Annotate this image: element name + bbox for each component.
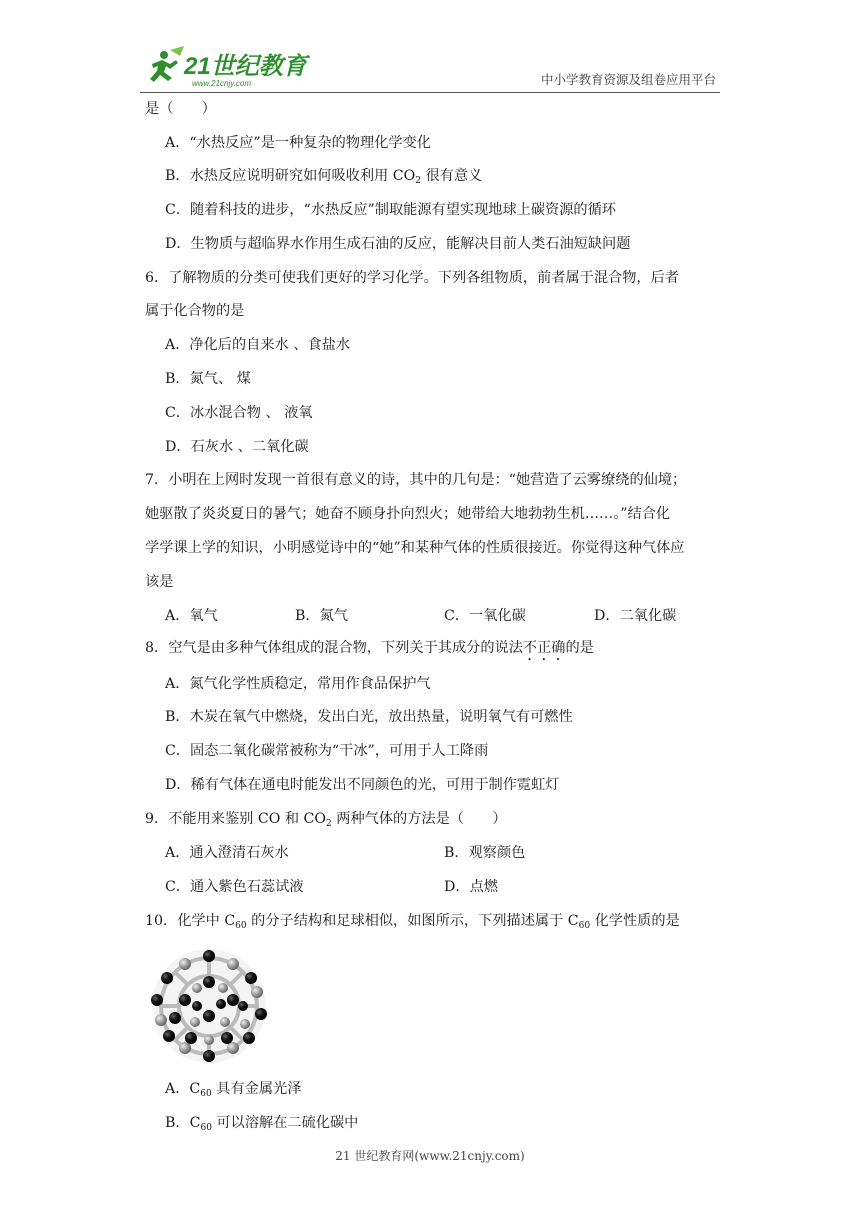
q7-stem-line1: 7．小明在上网时发现一首很有意义的诗，其中的几句是：“她营造了云雾缭绕的仙境； bbox=[145, 472, 687, 488]
q10-option-a: A．$C_{60}$ 具有金属光泽 bbox=[165, 1081, 302, 1099]
header-tagline: 中小学教育资源及组卷应用平台 bbox=[540, 72, 716, 87]
q5-option-a: A．“水热反应”是一种复杂的物理化学变化 bbox=[165, 135, 431, 151]
q6-option-a: A．净化后的自来水 、食盐水 bbox=[165, 337, 351, 353]
q6-option-b: B．氮气、 煤 bbox=[165, 371, 251, 387]
q6-stem-line2: 属于化合物的是 bbox=[145, 303, 245, 319]
q8-option-b: B．木炭在氧气中燃烧，发出白光，放出热量，说明氧气有可燃性 bbox=[165, 709, 573, 725]
c60-molecule-image bbox=[145, 944, 273, 1068]
q9-option-c: C．通入紫色石蕊试液 bbox=[165, 879, 304, 895]
page-footer: 21 世纪教育网(www.21cnjy.com) bbox=[335, 1149, 525, 1163]
q7-stem-line4: 该是 bbox=[145, 574, 174, 590]
q7-option-d: D．二氧化碳 bbox=[594, 608, 677, 624]
svg-text:www.21cnjy.com: www.21cnjy.com bbox=[192, 79, 251, 88]
q7-option-c: C．一氧化碳 bbox=[444, 608, 526, 624]
q6-option-d: D．石灰水 、二氧化碳 bbox=[165, 439, 309, 455]
q8-option-c: C．固态二氧化碳常被称为“干冰”，可用于人工降雨 bbox=[165, 743, 489, 759]
q7-stem-line2: 她驱散了炎炎夏日的暑气；她奋不顾身扑向烈火；她带给大地勃勃生机……。”结合化 bbox=[145, 506, 671, 522]
q9-stem: 9．不能用来鉴别 CO 和 $CO_2$ 两种气体的方法是（ ） bbox=[145, 811, 507, 829]
q9-option-d: D．点燃 bbox=[444, 879, 498, 895]
q5-stem-tail: 是（ ） bbox=[145, 101, 216, 117]
page-header bbox=[140, 42, 720, 93]
q10-stem: 10．化学中 $C_{60}$ 的分子结构和足球相似，如图所示，下列描述属于 $C_{60}$ 化学性质的是 bbox=[145, 913, 680, 931]
q8-emphasis: 不正确 bbox=[522, 640, 566, 656]
q7-option-b: B．氮气 bbox=[295, 608, 348, 624]
q6-option-c: C．冰水混合物 、 液氧 bbox=[165, 405, 313, 421]
q5-option-c: C．随着科技的进步，“水热反应”制取能源有望实现地球上碳资源的循环 bbox=[165, 202, 616, 218]
q7-option-a: A．氧气 bbox=[165, 608, 218, 624]
q10-option-b: B．$C_{60}$ 可以溶解在二硫化碳中 bbox=[165, 1115, 359, 1133]
q6-stem-line1: 6．了解物质的分类可使我们更好的学习化学。下列各组物质，前者属于混合物，后者 bbox=[145, 270, 679, 286]
svg-text:21世纪教育: 21世纪教育 bbox=[184, 53, 307, 80]
q7-stem-line3: 学学课上学的知识，小明感觉诗中的“她”和某种气体的性质很接近。你觉得这种气体应 bbox=[145, 540, 685, 556]
q9-option-b: B．观察颜色 bbox=[444, 845, 526, 861]
site-logo bbox=[140, 42, 310, 90]
q8-option-a: A．氮气化学性质稳定，常用作食品保护气 bbox=[165, 676, 431, 692]
q9-option-a: A．通入澄清石灰水 bbox=[165, 845, 289, 861]
q8-stem: 8．空气是由多种气体组成的混合物，下列关于其成分的说法不正确的是 bbox=[145, 640, 594, 656]
q5-option-d: D．生物质与超临界水作用生成石油的反应，能解决目前人类石油短缺问题 bbox=[165, 236, 631, 252]
q8-option-d: D．稀有气体在通电时能发出不同颜色的光，可用于制作霓虹灯 bbox=[165, 777, 560, 793]
q5-option-b: B．水热反应说明研究如何吸收利用 $CO_2$ 很有意义 bbox=[165, 168, 483, 186]
